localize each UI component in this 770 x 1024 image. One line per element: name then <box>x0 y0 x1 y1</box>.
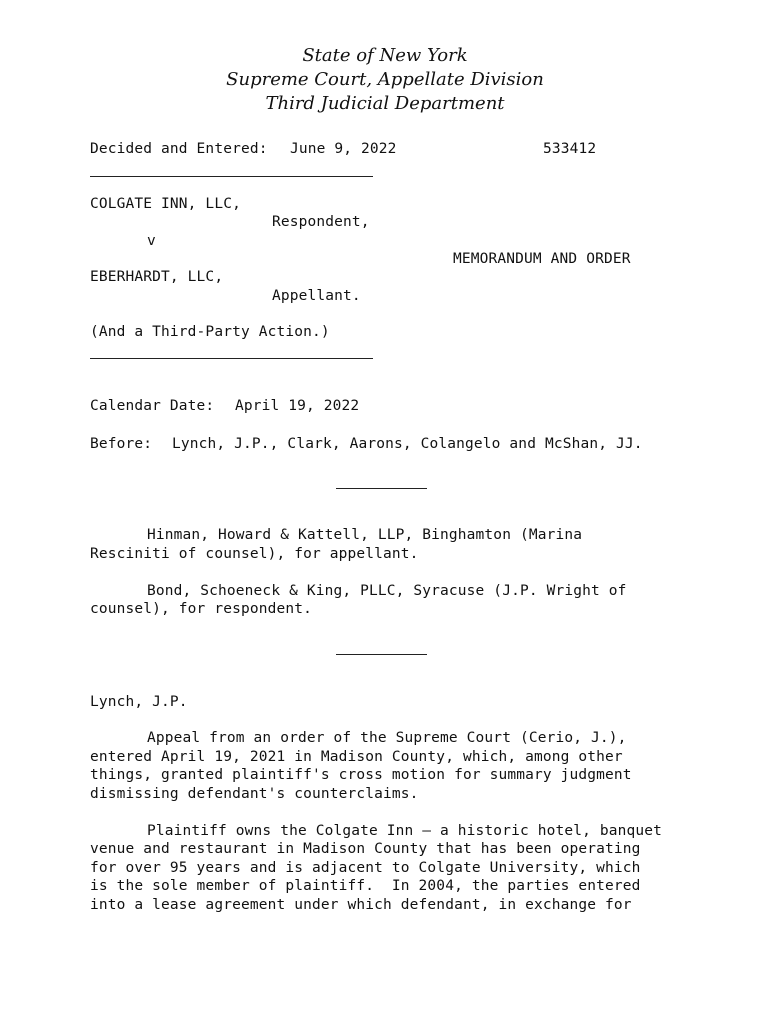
panel-label: Before: <box>90 436 153 452</box>
paragraph-line: entered April 19, 2021 in Madison County, which, among other <box>90 749 623 765</box>
respondent-counsel-line2: counsel), for respondent. <box>90 601 312 617</box>
order-type: MEMORANDUM AND ORDER <box>453 251 631 267</box>
paragraph-line: is the sole member of plaintiff. In 2004, the parties entered <box>90 878 641 894</box>
decided-date: June 9, 2022 <box>290 141 397 157</box>
panel-judges: Lynch, J.P., Clark, Aarons, Colangelo and McShan, JJ. <box>172 436 643 452</box>
docket-number: 533412 <box>543 141 597 157</box>
plaintiff-name: COLGATE INN, LLC, <box>90 196 241 212</box>
paragraph-line: into a lease agreement under which defendant, in exchange for <box>90 897 632 913</box>
paragraph-line: for over 95 years and is adjacent to Colgate University, which <box>90 860 641 876</box>
versus: v <box>147 233 156 249</box>
plaintiff-role: Respondent, <box>272 214 370 230</box>
decided-label: Decided and Entered: <box>90 141 268 157</box>
paragraph-line: things, granted plaintiff's cross motion for summary judgment <box>90 767 632 783</box>
header-department: Third Judicial Department <box>265 93 505 114</box>
respondent-counsel-line1: Bond, Schoeneck & King, PLLC, Syracuse (J.P. Wright of <box>147 583 627 599</box>
section-divider <box>336 488 427 489</box>
third-party-action: (And a Third-Party Action.) <box>90 324 330 340</box>
defendant-role: Appellant. <box>272 288 361 304</box>
paragraph-line: Appeal from an order of the Supreme Court (Cerio, J.), <box>147 730 627 746</box>
paragraph-line: dismissing defendant's counterclaims. <box>90 786 419 802</box>
calendar-label: Calendar Date: <box>90 398 215 414</box>
defendant-name: EBERHARDT, LLC, <box>90 269 224 285</box>
opinion-author: Lynch, J.P. <box>90 694 188 710</box>
appellant-counsel-line1: Hinman, Howard & Kattell, LLP, Binghamton (Marina <box>147 527 583 543</box>
section-divider <box>336 654 427 655</box>
caption-top-rule <box>90 176 373 177</box>
header-state: State of New York <box>302 45 468 66</box>
calendar-date: April 19, 2022 <box>235 398 360 414</box>
paragraph-line: Plaintiff owns the Colgate Inn – a historic hotel, banquet <box>147 823 663 839</box>
paragraph-line: venue and restaurant in Madison County that has been operating <box>90 841 641 857</box>
caption-bottom-rule <box>90 358 373 359</box>
header-court: Supreme Court, Appellate Division <box>226 69 544 90</box>
appellant-counsel-line2: Resciniti of counsel), for appellant. <box>90 546 419 562</box>
